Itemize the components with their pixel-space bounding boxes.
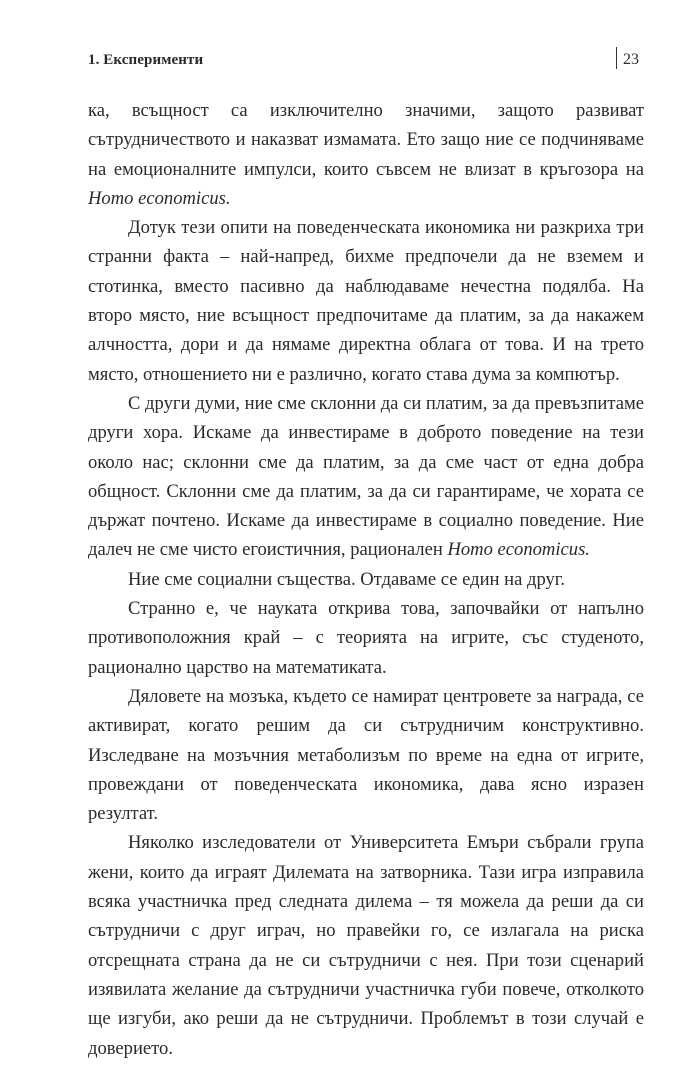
paragraph [88,389,644,565]
paragraph: Ние сме социални същества. Отдаваме се един на друг. [128,568,565,590]
paragraph [88,96,644,213]
body-text [88,96,644,1063]
italic-term: Homo economicus. [88,187,231,209]
paragraph-text: ка, всъщност са изключително значими, защото развиват сътрудничеството и наказват измамата. Ето защо ние се подчиняваме на емоционалните импулси, които съвсем не влизат в кръгозора на [88,100,644,180]
header-divider [616,47,617,69]
paragraph: Дотук тези опити на поведенческата икономика ни разкриха три странни факта – най-напред, бихме предпочели да не вземем и стотинка, вместо пасивно да наблюдаваме нечестна подялба. На второ място, ние всъщност предпочитаме да платим, за да накажем алчността, дори и да нямаме директна облага от това. И на трето място, отношението ни е различно, когато става дума за компютър. [88,217,644,385]
page-number: 23 [623,51,639,68]
chapter-title: 1. Експерименти [88,52,204,68]
paragraph-text: С други думи, ние сме склонни да си платим, за да превъзпитаме други хора. Искаме да инвестираме в доброто поведение на тези около нас; склонни сме да платим, за да сме част от една добра общност. Склонни сме да платим, за да си гарантираме, че хората се държат почтено. Искаме да инвестираме в социално поведение. Ние далеч не сме чисто егоистичния, рационален [88,392,644,561]
italic-term: Homo economicus. [447,539,590,561]
paragraph: Дяловете на мозъка, където се намират центровете за награда, се активират, когато решим да си сътрудничим конструктивно. Изследване на мозъчния метаболизъм по време на една от игрите, провеждани от поведенческата икономика, дава ясно изразен резултат. [88,685,644,825]
running-header [88,52,641,76]
paragraph: Странно е, че науката открива това, започвайки от напълно противоположния край – с теорията на игрите, със студеното, рационално царство на математиката. [88,598,644,678]
paragraph: Няколко изследователи от Университета Емъри събрали група жени, които да играят Дилемата на затворника. Тази игра изправила всяка участничка пред следната дилема – тя можела да реши да си сътрудничи с друг играч, но правейки го, се излагала на риска отсрещната страна да не си сътрудничи с нея. При този сценарий изявилата желание да сътрудничи участничка губи повече, отколкото ще изгуби, ако реши да не сътрудничи. Проблемът в този случай е доверието. [88,832,644,1059]
